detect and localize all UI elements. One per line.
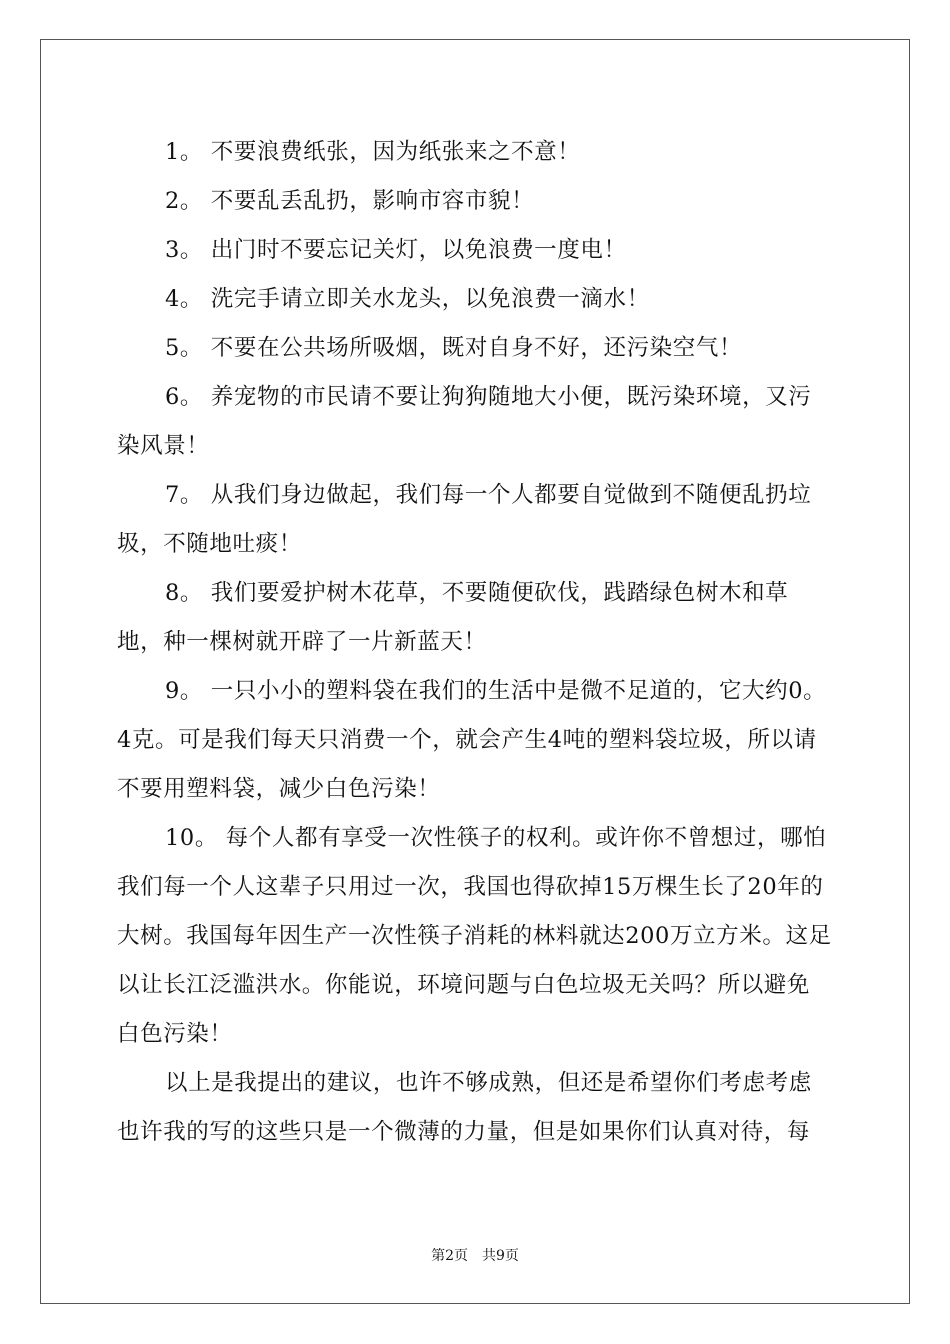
- paragraph-3: 3。 出门时不要忘记关灯，以免浪费一度电！: [165, 237, 627, 263]
- paragraph-10: 10。 每个人都有享受一次性筷子的权利。或许你不曾想过，哪怕我们每一个人这辈子只用过一次，我国也得砍掉15万棵生长了20年的大树。我国每年因生产一次性筷子消耗的林料就达200万立方米。这足以让长江泛滥洪水。你能说，环境问题与白色垃圾无关吗？所以避免白色污染！: [117, 825, 832, 1047]
- page-number: 第2页 共9页: [431, 1248, 519, 1264]
- paragraph-4: 4。 洗完手请立即关水龙头，以免浪费一滴水！: [165, 286, 650, 312]
- paragraph-9: 9。 一只小小的塑料袋在我们的生活中是微不足道的，它大约0。4克。可是我们每天只消费一个，就会产生4吨的塑料袋垃圾，所以请不要用塑料袋，减少白色污染！: [117, 678, 827, 802]
- paragraph-closing: 以上是我提出的建议，也许不够成熟，但还是希望你们考虑考虑也许我的写的这些只是一个微薄的力量，但是如果你们认真对待，每: [117, 1070, 812, 1145]
- paragraph-6: 6。 养宠物的市民请不要让狗狗随地大小便，既污染环境，又污染风景！: [117, 384, 812, 459]
- paragraph-7: 7。 从我们身边做起，我们每一个人都要自觉做到不随便乱扔垃圾，不随地吐痰！: [117, 482, 812, 557]
- document-body: [117, 128, 833, 1157]
- paragraph-8: 8。 我们要爱护树木花草，不要随便砍伐，践踏绿色树木和草地，种一棵树就开辟了一片新蓝天！: [117, 580, 789, 655]
- paragraph-2: 2。 不要乱丢乱扔，影响市容市貌！: [165, 188, 535, 214]
- paragraph-5: 5。 不要在公共场所吸烟，既对自身不好，还污染空气！: [165, 335, 743, 361]
- paragraph-1: 1。 不要浪费纸张，因为纸张来之不意！: [165, 139, 581, 165]
